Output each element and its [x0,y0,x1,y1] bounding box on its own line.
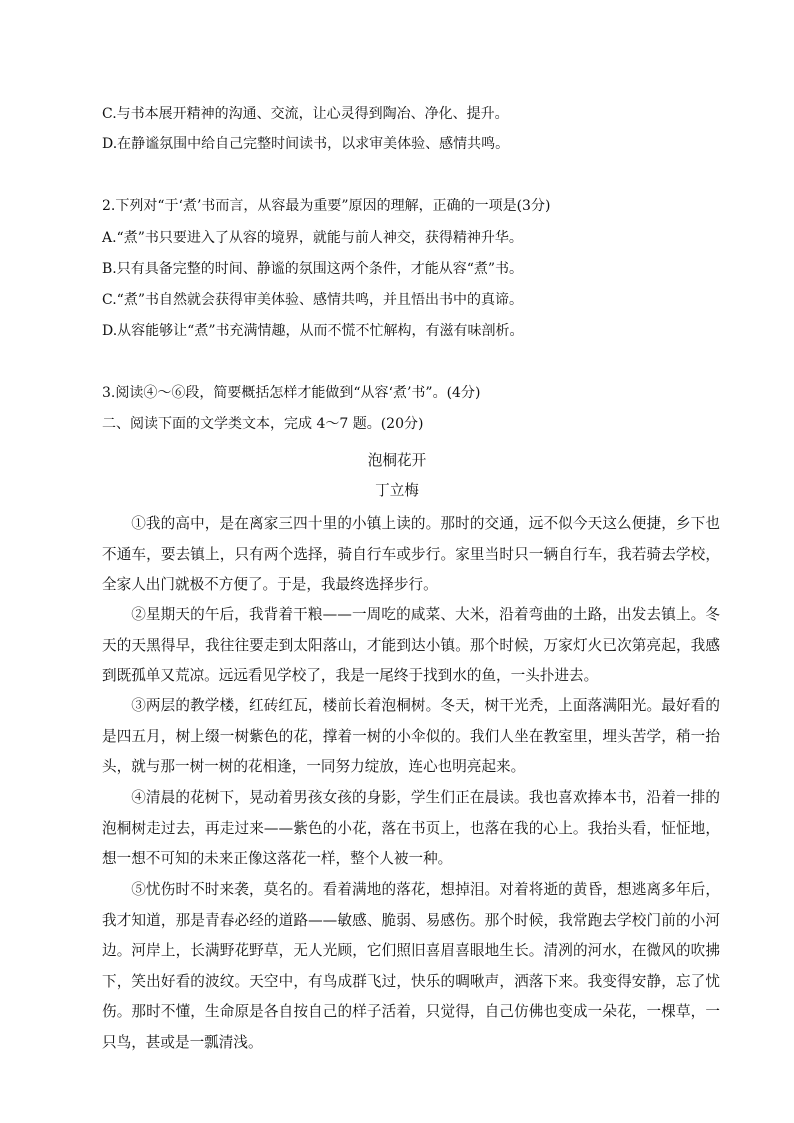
article-paragraph-2: ②星期天的午后，我背着干粮——一周吃的咸菜、大米，沿着弯曲的土路，出发去镇上。冬天的天黑得早，我往往要走到太阳落山，才能到达小镇。那个时候，万家灯火已次第亮起，我感到既孤单又荒凉。远远看见学校了，我是一尾终于找到水的鱼，一头扑进去。 [102,606,720,684]
q1-option-d: D.在静谧氛围中给自己完整时间读书，以求审美体验、感情共鸣。 [102,136,510,152]
q2-stem: 2.下列对“于‘煮’书而言，从容最为重要”原因的理解，正确的一项是(3分) [102,198,551,214]
article-paragraph-1: ①我的高中，是在离家三四十里的小镇上读的。那时的交通，远不似今天这么便捷，乡下也不通车，要去镇上，只有两个选择，骑自行车或步行。家里当时只一辆自行车，我若骑去学校，全家人出门就极不方便了。于是，我最终选择步行。 [102,515,720,593]
q1-option-c: C.与书本展开精神的沟通、交流，让心灵得到陶冶、净化、提升。 [102,106,509,122]
q2-option-b: B.只有具备完整的时间、静谧的氛围这两个条件，才能从容“煮”书。 [102,261,524,277]
article-paragraph-3: ③两层的教学楼，红砖红瓦，楼前长着泡桐树。冬天，树干光秃，上面落满阳光。最好看的是四五月，树上缀一树紫色的花，撑着一树的小伞似的。我们人坐在教室里，埋头苦学，稍一抬头，就与那一树一树的花相逢，一同努力绽放，连心也明亮起来。 [102,697,720,775]
article-paragraph-4: ④清晨的花树下，晃动着男孩女孩的身影，学生们正在晨读。我也喜欢捧本书，沿着一排的泡桐树走过去，再走过来——紫色的小花，落在书页上，也落在我的心上。我抬头看，怔怔地，想一想不可知的未来正像这落花一样，整个人被一种。 [102,789,720,867]
q3-stem: 3.阅读④～⑥段，简要概括怎样才能做到“从容‘煮’书”。(4分) [102,385,481,401]
article-author: 丁立梅 [375,482,419,499]
article-title: 泡桐花开 [367,452,427,469]
q2-option-c: C.“煮”书自然就会获得审美体验、感情共鸣，并且悟出书中的真谛。 [102,292,523,308]
q2-option-d: D.从容能够让“煮”书充满情趣，从而不慌不忙解构，有滋有味剖析。 [102,323,524,339]
article-paragraph-5: ⑤忧伤时不时来袭，莫名的。看着满地的落花，想掉泪。对着将逝的黄昏，想逃离多年后，我才知道，那是青春必经的道路——敏感、脆弱、易感伤。那个时候，我常跑去学校门前的小河边。河岸上，长满野花野草，无人光顾，它们照旧喜眉喜眼地生长。清冽的河水，在微风的吹拂下，笑出好看的波纹。天空中，有鸟成群飞过，快乐的啁啾声，洒落下来。我变得安静，忘了忧伤。那时不懂，生命原是各自按自己的样子活着，只觉得，自己仿佛也变成一朵花，一棵草，一只鸟，甚或是一瓢清浅。 [102,881,720,1051]
section2-heading: 二、阅读下面的文学类文本，完成 4～7 题。(20分) [102,416,424,432]
q2-option-a: A.“煮”书只要进入了从容的境界，就能与前人神交，获得精神升华。 [102,230,523,246]
